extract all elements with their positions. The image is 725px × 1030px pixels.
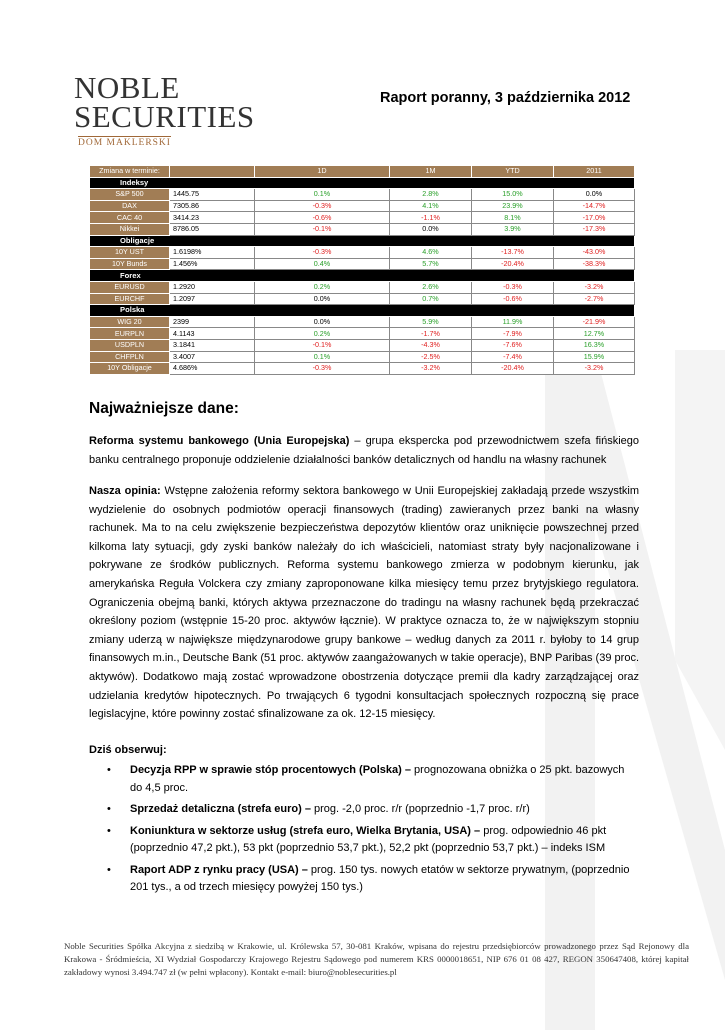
change-m1: 4.6% [390,247,472,259]
instrument-name: 10Y Obligacje [90,363,170,375]
instrument-value: 1.2097 [170,293,255,305]
change-m1: 0.0% [390,223,472,235]
change-d1: -0.1% [255,339,390,351]
instrument-value: 7305.86 [170,200,255,212]
report-title: Raport poranny, 3 października 2012 [380,90,631,106]
main-heading: Najważniejsze dane: [89,400,239,417]
noble-securities-logo [74,70,255,150]
table-row [90,223,635,235]
change-y2011: -3.2% [554,281,635,293]
instrument-value: 3.1841 [170,339,255,351]
table-row [90,281,635,293]
table-row [90,258,635,270]
instrument-name: CHFPLN [90,351,170,363]
watch-item: • Sprzedaż detaliczna (strefa euro) – prog. -2,0 proc. r/r (poprzednio -1,7 proc. r/r) [107,803,530,815]
instrument-name: 10Y UST [90,247,170,259]
change-d1: -0.3% [255,200,390,212]
change-m1: -4.3% [390,339,472,351]
table-row [90,200,635,212]
instrument-name: 10Y Bunds [90,258,170,270]
market-table [89,165,635,375]
instrument-name: WIG 20 [90,316,170,328]
column-header: Zmiana w terminie: [90,166,170,178]
section-title: Indeksy [90,177,635,189]
change-ytd: -0.6% [472,293,554,305]
change-ytd: -7.6% [472,339,554,351]
change-d1: 0.1% [255,351,390,363]
change-m1: 4.1% [390,200,472,212]
section-title: Forex [90,270,635,282]
section-row [90,305,635,317]
change-y2011: -17.0% [554,212,635,224]
instrument-value: 1.456% [170,258,255,270]
watch-item-text: prog. -2,0 proc. r/r (poprzednio -1,7 proc. r/r) [310,803,530,815]
instrument-name: CAC 40 [90,212,170,224]
logo-sub: DOM MAKLERSKI [78,138,171,148]
instrument-value: 1.2920 [170,281,255,293]
change-d1: 0.4% [255,258,390,270]
table-row [90,212,635,224]
change-y2011: -2.7% [554,293,635,305]
change-ytd: 11.9% [472,316,554,328]
logo-line1: NOBLE [74,70,180,105]
change-m1: 2.6% [390,281,472,293]
table-row [90,189,635,201]
opinion-paragraph [89,482,639,724]
instrument-name: DAX [90,200,170,212]
change-y2011: -17.3% [554,223,635,235]
change-m1: 5.7% [390,258,472,270]
topic-paragraph [89,432,639,469]
watch-item: • Decyzja RPP w sprawie stóp procentowych (Polska) – prognozowana obniżka o 25 pkt. bazowych do 4,5 proc. [107,764,625,794]
column-header: 1M [390,166,472,178]
opinion-text: Wstępne założenia reformy sektora bankowego w Unii Europejskiej zakładają przede wszystkim wydzielenie do osobnych podmiotów operacji finansowych (trading) zawieranych przez banki na własny rachunek. Ma to na celu zwiększenie bezpieczeństwa depozytów klientów oraz uniknięcie powszechnej przed kilkoma laty sytuacji, gdy zyski banków należały do ich właściciel​i, natomiast straty były nacjonalizowane i pokrywane ze środków publicznych. Reforma systemu bankowego zmierza w podobnym kierunku, jak amerykańska Reguła Volckera czy zmiany zaproponowane kilka miesięcy temu przez brytyjskiego regulatora. Ograniczenia obejmą banki, których aktywa przeznaczone do tradingu na własny rachunek będą przekraczać określony poziom (wstępnie 15-20 proc. aktywów łącznie). W praktyce oznacza to, że w największym stopniu zmiany uderzą w największe międzynarodowe grupy bankowe – według danych za 2011 r. byłoby to 14 grup finansowych m.in., Deutsche Bank (51 proc. aktywów zaangażowanych w takie operacje), BNP Paribas (39 proc. aktywów). Dodatkowo mają zostać wprowadzone obostrzenia dotyczące premii dla kadry zarządzającej oraz udzielania kredytów hipotecznych. Po trwających 6 tygodni konsultacjach społecznych rozpoczną się prace legislacyjne, które powinny zostać sfinalizowane za ok. 12-15 miesięcy. [89,485,640,721]
section-title: Obligacje [90,235,635,247]
change-ytd: 3.9% [472,223,554,235]
logo-line2: SECURITIES [74,99,255,134]
column-header: YTD [472,166,554,178]
instrument-value: 8786.05 [170,223,255,235]
watch-list [107,762,637,901]
instrument-name: Nikkei [90,223,170,235]
change-m1: -3.2% [390,363,472,375]
change-m1: -1.1% [390,212,472,224]
instrument-value: 3414.23 [170,212,255,224]
table-row [90,351,635,363]
change-ytd: 23.9% [472,200,554,212]
change-y2011: 15.9% [554,351,635,363]
change-d1: -0.3% [255,363,390,375]
watch-item-title: Decyzja RPP w sprawie stóp procentowych (Polska) – [130,764,411,776]
change-d1: 0.1% [255,189,390,201]
section-row [90,270,635,282]
watch-item-text: prognozowana obniżka o 25 pkt. bazowych do 4,5 proc. [130,764,625,794]
watch-item-title: Raport ADP z rynku pracy (USA) – [130,863,308,876]
change-d1: -0.1% [255,223,390,235]
footer-legal: Noble Securities Spółka Akcyjna z siedzibą w Krakowie, ul. Królewska 57, 30-081 Kraków, wpisana do rejestru przedsiębiorców prowadzonego przez Sąd Rejonowy dla Krakowa - Śródmieścia, XI Wydział Gospodarczy Krajowego Rejestru Sądowego pod numerem KRS 0000018651, NIP 676 01 08 427, REGON 350647408, której kapitał zakładowy wynosi 3.494.747 zł (w pełni wpłacony). Kontakt e-mail: biuro@noblesecurities.pl [64,941,689,977]
instrument-name: EURUSD [90,281,170,293]
change-d1: 0.2% [255,281,390,293]
change-ytd: -20.4% [472,258,554,270]
watch-item: • Koniunktura w sektorze usług (strefa euro, Wielka Brytania, USA) – prog. odpowiednio 46 pkt (poprzednio 47,2 pkt.), 53 pkt (poprzednio 53,7 pkt.), 52,2 pkt (poprzednio 53,7 pkt.) – indeks ISM [107,824,607,854]
watch-item-title: Koniunktura w sektorze usług (strefa euro, Wielka Brytania, USA) – [130,824,481,837]
change-d1: 0.2% [255,328,390,340]
topic-text: – grupa ekspercka pod przewodnictwem szefa fińskiego banku centralnego proponuje oddzielenie działalności banków detalicznych od handlu na własny rachunek [89,435,639,466]
instrument-value: 3.4007 [170,351,255,363]
instrument-name: EURPLN [90,328,170,340]
table-row [90,328,635,340]
change-ytd: 15.0% [472,189,554,201]
change-y2011: -3.2% [554,363,635,375]
table-row [90,363,635,375]
change-ytd: 8.1% [472,212,554,224]
change-y2011: 16.3% [554,339,635,351]
change-y2011: 0.0% [554,189,635,201]
table-row [90,247,635,259]
watch-item-title: Sprzedaż detaliczna (strefa euro) – [130,803,311,815]
watch-heading: Dziś obserwuj: [89,744,167,756]
section-row [90,235,635,247]
change-y2011: -14.7% [554,200,635,212]
change-ytd: -13.7% [472,247,554,259]
table-header-row [90,166,635,178]
section-title: Polska [90,305,635,317]
change-m1: -1.7% [390,328,472,340]
instrument-name: S&P 500 [90,189,170,201]
table-row [90,339,635,351]
watch-item-text: prog. odpowiednio 46 pkt (poprzednio 47,2 pkt.), 53 pkt (poprzednio 53,7 pkt.), 52,2 pkt (poprzednio 53,7 pkt.) – indeks ISM [130,824,607,854]
table-row [90,293,635,305]
watch-item-text: prog. 150 tys. nowych etatów w sektorze prywatnym, (poprzednio 201 tys., a od trzech miesięcy powyżej 150 tys.) [130,863,630,893]
column-header: 1D [255,166,390,178]
change-m1: 5.9% [390,316,472,328]
change-ytd: -7.9% [472,328,554,340]
topic-bold: Reforma systemu bankowego (Unia Europejska) [89,435,350,447]
section-row [90,177,635,189]
instrument-name: USDPLN [90,339,170,351]
instrument-value: 2399 [170,316,255,328]
change-y2011: -38.3% [554,258,635,270]
change-ytd: -0.3% [472,281,554,293]
change-d1: 0.0% [255,293,390,305]
instrument-value: 4.686% [170,363,255,375]
change-m1: 2.8% [390,189,472,201]
change-m1: -2.5% [390,351,472,363]
change-d1: -0.3% [255,247,390,259]
table-row [90,316,635,328]
opinion-bold: Nasza opinia: [89,485,161,497]
watch-item: • Raport ADP z rynku pracy (USA) – prog. 150 tys. nowych etatów w sektorze prywatnym, (poprzednio 201 tys., a od trzech miesięcy powyżej 150 tys.) [107,863,630,893]
change-y2011: -43.0% [554,247,635,259]
instrument-value: 4.1143 [170,328,255,340]
column-header: 2011 [554,166,635,178]
change-ytd: -20.4% [472,363,554,375]
change-y2011: -21.9% [554,316,635,328]
change-ytd: -7.4% [472,351,554,363]
change-d1: 0.0% [255,316,390,328]
instrument-name: EURCHF [90,293,170,305]
change-d1: -0.6% [255,212,390,224]
instrument-value: 1.6198% [170,247,255,259]
instrument-value: 1445.75 [170,189,255,201]
change-y2011: 12.7% [554,328,635,340]
column-header [170,166,255,178]
change-m1: 0.7% [390,293,472,305]
